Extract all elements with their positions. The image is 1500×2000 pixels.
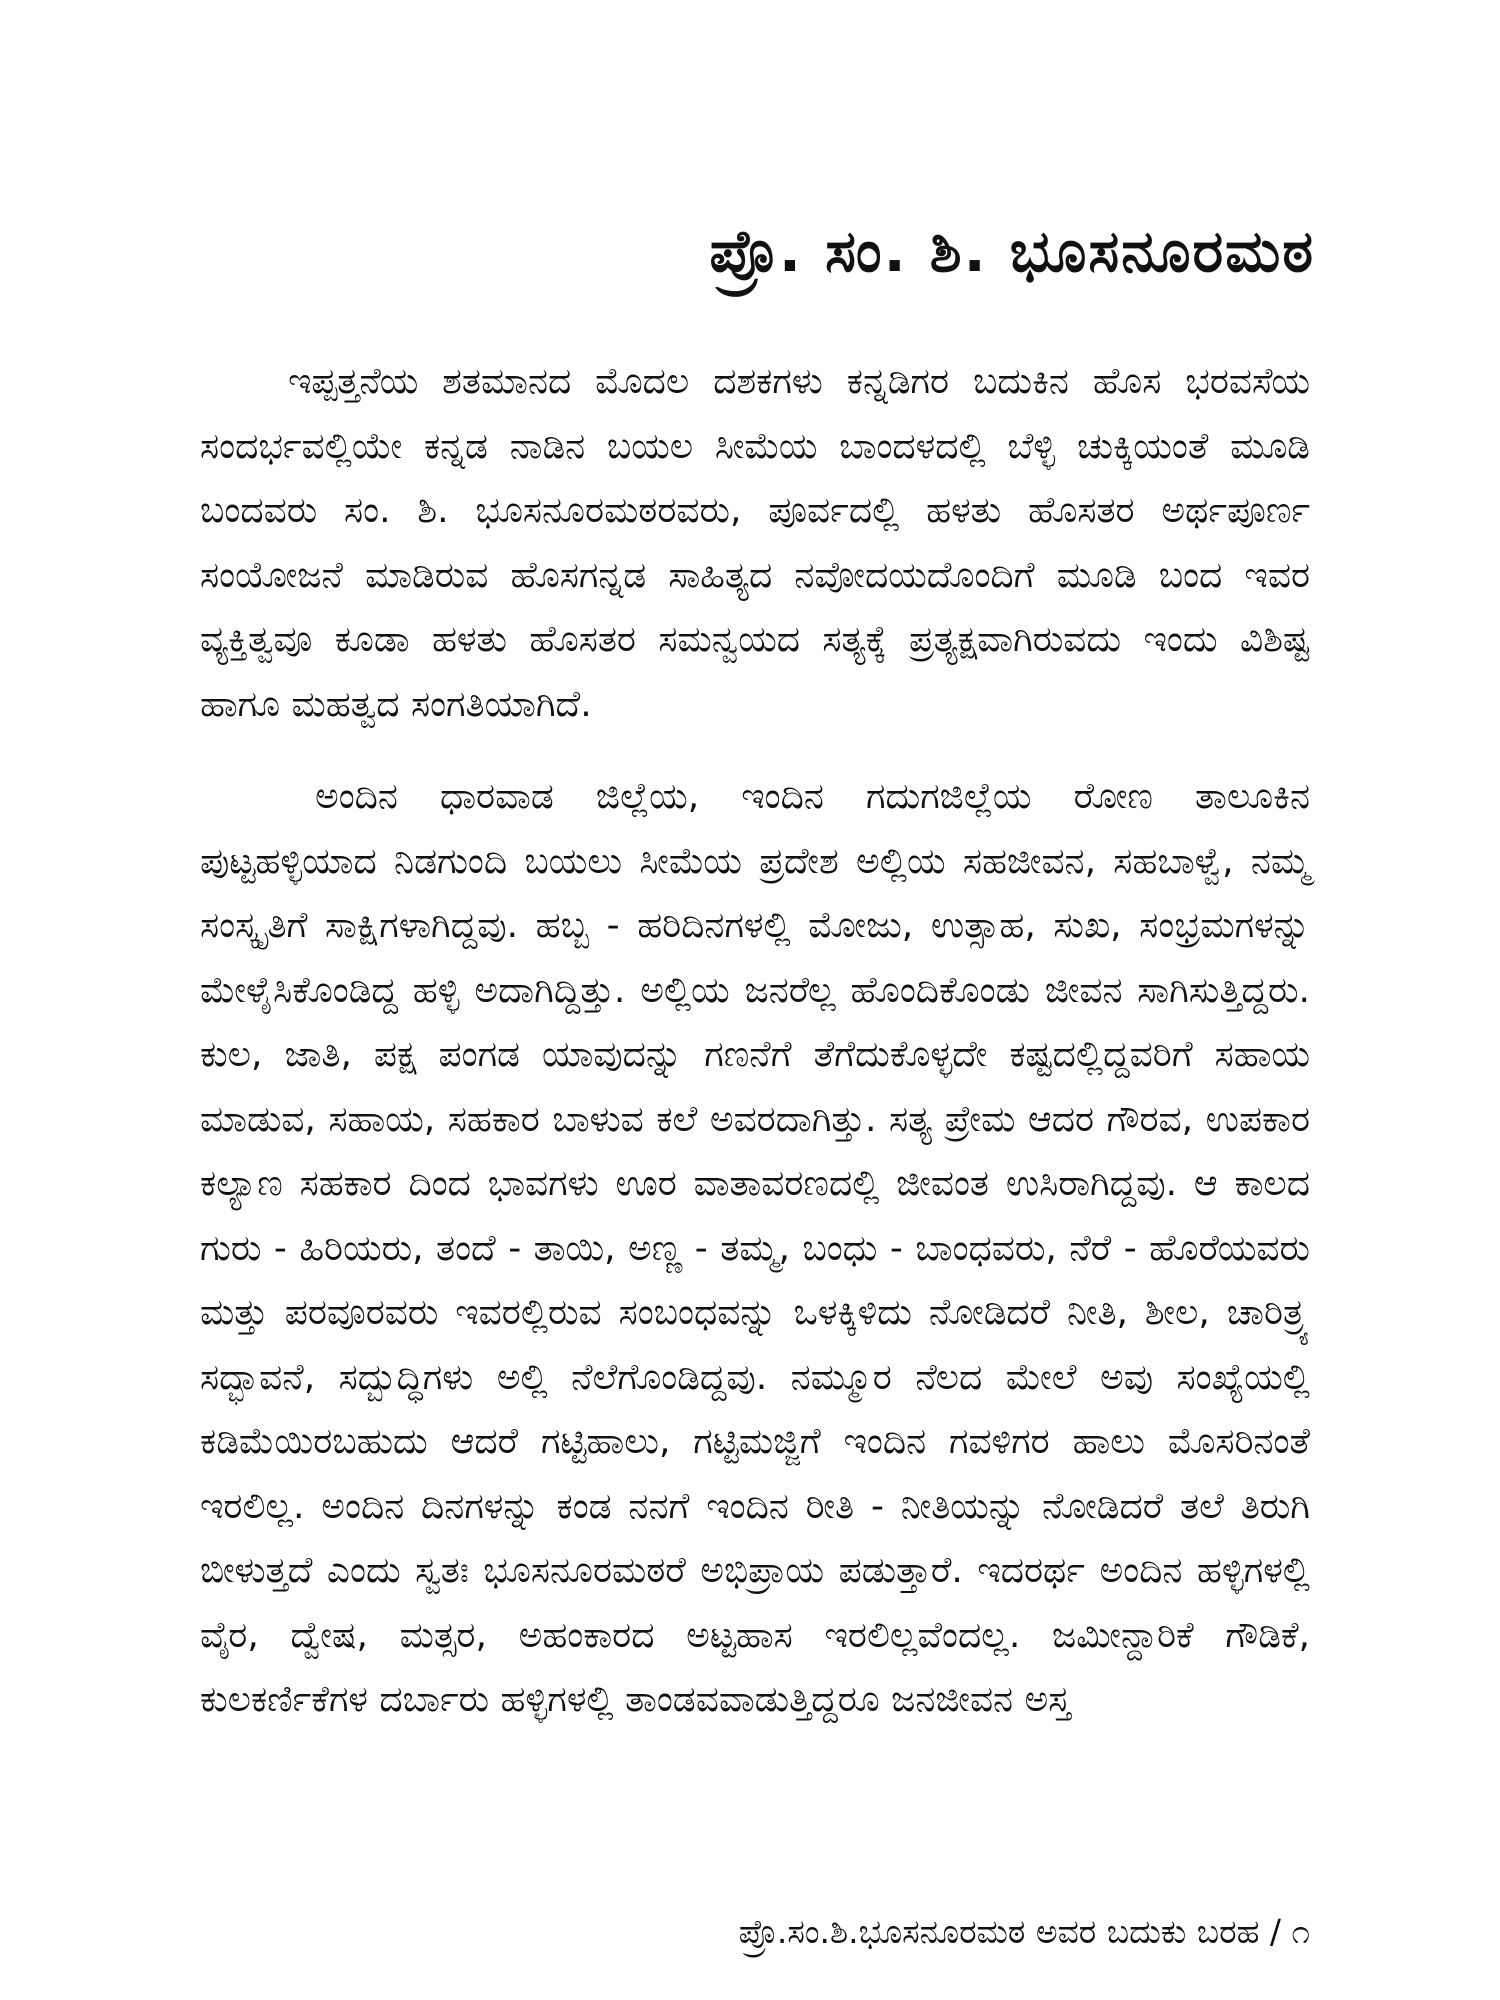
page-footer: ಪ್ರೊ.ಸಂ.ಶಿ.ಭೂಸನೂರಮಠ ಅವರ ಬದುಕು ಬರಹ / ೧ [738, 1912, 1310, 1951]
body-text [200, 350, 1310, 1733]
paragraph: ಇಪ್ಪತ್ತನೆಯ ಶತಮಾನದ ಮೊದಲ ದಶಕಗಳು ಕನ್ನಡಿಗರ ಬದುಕಿನ ಹೊಸ ಭರವಸೆಯ ಸಂದರ್ಭವಲ್ಲಿಯೇ ಕನ್ನಡ ನಾಡಿನ ಬಯಲ ಸೀಮೆಯ ಬಾಂದಳದಲ್ಲಿ ಬೆಳ್ಳಿ ಚುಕ್ಕಿಯಂತೆ ಮೂಡಿ ಬಂದವರು ಸಂ. ಶಿ. ಭೂಸನೂರಮಠರವರು, ಪೂರ್ವದಲ್ಲಿ ಹಳತು ಹೊಸತರ ಅರ್ಥಪೂರ್ಣ ಸಂಯೋಜನೆ ಮಾಡಿರುವ ಹೊಸಗನ್ನಡ ಸಾಹಿತ್ಯದ ನವೋದಯದೊಂದಿಗೆ ಮೂಡಿ ಬಂದ ಇವರ ವ್ಯಕ್ತಿತ್ವವೂ ಕೂಡಾ ಹಳತು ಹೊಸತರ ಸಮನ್ವಯದ ಸತ್ಯಕ್ಕೆ ಪ್ರತ್ಯಕ್ಷವಾಗಿರುವದು ಇಂದು ವಿಶಿಷ್ಟ ಹಾಗೂ ಮಹತ್ವದ ಸಂಗತಿಯಾಗಿದೆ. [200, 361, 1310, 725]
page-title: ಪ್ರೊ. ಸಂ. ಶಿ. ಭೂಸನೂರಮಠ [709, 216, 1315, 285]
paragraph: ಅಂದಿನ ಧಾರವಾಡ ಜಿಲ್ಲೆಯ, ಇಂದಿನ ಗದುಗಜಿಲ್ಲೆಯ ರೋಣ ತಾಲೂಕಿನ ಪುಟ್ಟಹಳ್ಳಿಯಾದ ನಿಡಗುಂದಿ ಬಯಲು ಸೀಮೆಯ ಪ್ರದೇಶ ಅಲ್ಲಿಯ ಸಹಜೀವನ, ಸಹಬಾಳ್ವೆ, ನಮ್ಮ ಸಂಸ್ಕೃತಿಗೆ ಸಾಕ್ಷಿಗಳಾಗಿದ್ದವು. ಹಬ್ಬ - ಹರಿದಿನಗಳಲ್ಲಿ ಮೋಜು, ಉತ್ಸಾಹ, ಸುಖ, ಸಂಭ್ರಮಗಳನ್ನು ಮೇಳೈಸಿಕೊಂಡಿದ್ದ ಹಳ್ಳಿ ಅದಾಗಿದ್ದಿತ್ತು. ಅಲ್ಲಿಯ ಜನರೆಲ್ಲ ಹೊಂದಿಕೊಂಡು ಜೀವನ ಸಾಗಿಸುತ್ತಿದ್ದರು. ಕುಲ, ಜಾತಿ, ಪಕ್ಷ ಪಂಗಡ ಯಾವುದನ್ನು ಗಣನೆಗೆ ತೆಗೆದುಕೊಳ್ಳದೇ ಕಷ್ಟದಲ್ಲಿದ್ದವರಿಗೆ ಸಹಾಯ ಮಾಡುವ, ಸಹಾಯ, ಸಹಕಾರ ಬಾಳುವ ಕಲೆ ಅವರದಾಗಿತ್ತು. ಸತ್ಯ ಪ್ರೇಮ ಆದರ ಗೌರವ, ಉಪಕಾರ ಕಲ್ಯಾಣ ಸಹಕಾರ ದಿಂದ ಭಾವಗಳು ಊರ ವಾತಾವರಣದಲ್ಲಿ ಜೀವಂತ ಉಸಿರಾಗಿದ್ದವು. ಆ ಕಾಲದ ಗುರು - ಹಿರಿಯರು, ತಂದೆ - ತಾಯಿ, ಅಣ್ಣ - ತಮ್ಮ, ಬಂಧು - ಬಾಂಧವರು, ನೆರೆ - ಹೊರೆಯವರು ಮತ್ತು ಪರವೂರವರು ಇವರಲ್ಲಿರುವ ಸಂಬಂಧವನ್ನು ಒಳಕ್ಕಿಳಿದು ನೋಡಿದರೆ ನೀತಿ, ಶೀಲ, ಚಾರಿತ್ರ್ಯ ಸದ್ಭಾವನೆ, ಸದ್ಬುದ್ಧಿಗಳು ಅಲ್ಲಿ ನೆಲೆಗೊಂಡಿದ್ದವು. ನಮ್ಮೂರ ನೆಲದ ಮೇಲೆ ಅವು ಸಂಖ್ಯೆಯಲ್ಲಿ ಕಡಿಮೆಯಿರಬಹುದು ಆದರೆ ಗಟ್ಟಿಹಾಲು, ಗಟ್ಟಿಮಜ್ಜಿಗೆ ಇಂದಿನ ಗವಳಿಗರ ಹಾಲು ಮೊಸರಿನಂತೆ ಇರಲಿಲ್ಲ. ಅಂದಿನ ದಿನಗಳನ್ನು ಕಂಡ ನನಗೆ ಇಂದಿನ ರೀತಿ - ನೀತಿಯನ್ನು ನೋಡಿದರೆ ತಲೆ ತಿರುಗಿ ಬೀಳುತ್ತದೆ ಎಂದು ಸ್ವತಃ ಭೂಸನೂರಮಠರೆ ಅಭಿಪ್ರಾಯ ಪಡುತ್ತಾರೆ. ಇದರರ್ಥ ಅಂದಿನ ಹಳ್ಳಿಗಳಲ್ಲಿ ವೈರ, ದ್ವೇಷ, ಮತ್ಸರ, ಅಹಂಕಾರದ ಅಟ್ಟಹಾಸ ಇರಲಿಲ್ಲವೆಂದಲ್ಲ. ಜಮೀನ್ದಾರಿಕೆ ಗೌಡಿಕೆ, ಕುಲಕರ್ಣಿಕೆಗಳ ದರ್ಬಾರು ಹಳ್ಳಿಗಳಲ್ಲಿ ತಾಂಡವವಾಡುತ್ತಿದ್ದರೂ ಜನಜೀವನ ಅಸ್ತ [200, 776, 1310, 1720]
